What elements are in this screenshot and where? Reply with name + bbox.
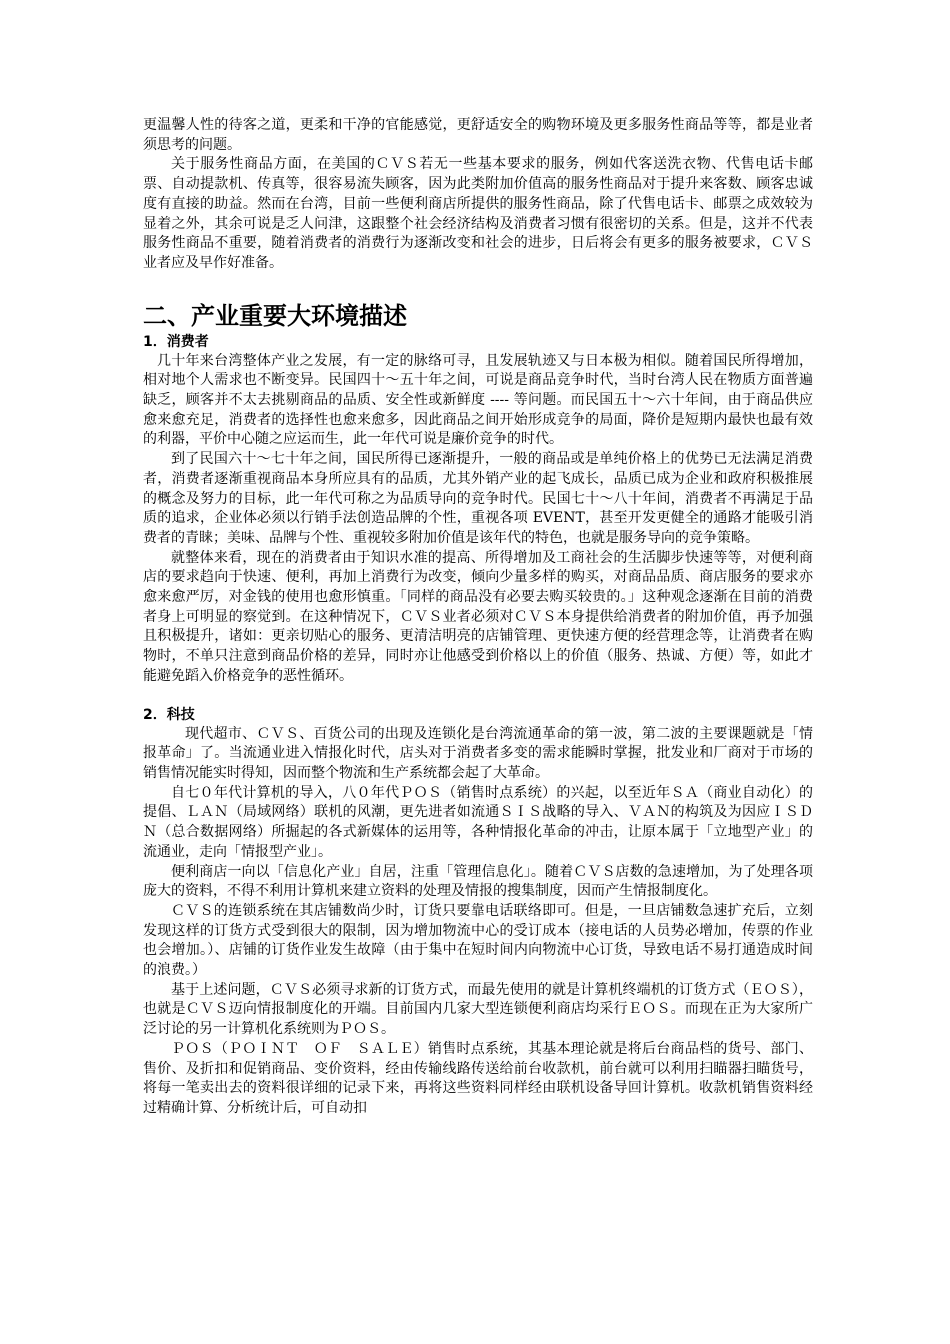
section-title: 二、产业重要大环境描述	[143, 301, 407, 330]
paragraph-tech-3: 便利商店一向以「信息化产业」自居，注重「管理信息化」。随着ＣＶＳ店数的急速增加，为了处理各项庞大的资料，不得不利用计算机来建立资料的处理及情报的搜集制度，因而产生情报制度化。	[143, 863, 813, 900]
document-page	[143, 116, 813, 1119]
subheading-consumer: 1．消费者	[143, 333, 209, 350]
paragraph-consumer-2: 到了民国六十～七十年之间，国民所得已逐渐提升，一般的商品或是单纯价格上的优势已无法满足消费者，消费者逐渐重视商品本身所应具有的品质，尤其外销产业的起飞成长，品质已成为企业和政府积极推展的概念及努力的目标，此一年代可称之为品质导向的竞争时代。民国七十～八十年间，消费者不再满足于品质的追求，企业体必须以行销手法创造品牌的个性，重视各项 EVENT，甚至开发更健全的通路才能吸引消费者的青睐；美味、品牌与个性、重视较多附加价值是该年代的特色，也就是服务导向的竞争策略。	[143, 451, 813, 546]
paragraph-tech-4: ＣＶＳ的连锁系统在其店铺数尚少时，订货只要靠电话联络即可。但是，一旦店铺数急速扩充后，立刻发现这样的订货方式受到很大的限制，因为增加物流中心的受订成本（接电话的人员势必增加，传票的作业也会增加。）、店铺的订货作业发生故障（由于集中在短时间内向物流中心订货，导致电话不易打通造成时间的浪费。）	[143, 902, 813, 979]
paragraph-tech-1: 现代超市、ＣＶＳ、百货公司的出现及连锁化是台湾流通革命的第一波，第二波的主要课题就是「情报革命」了。当流通业进入情报化时代，店头对于消费者多变的需求能瞬时掌握，批发业和厂商对于市场的销售情况能实时得知，因而整个物流和生产系统都会起了大革命。	[143, 725, 813, 781]
paragraph-tech-2: 自七０年代计算机的导入，八０年代ＰＯＳ（销售时点系统）的兴起，以至近年ＳＡ（商业自动化）的提倡、ＬＡＮ（局域网络）联机的风潮，更先进者如流通ＳＩＳ战略的导入、ＶＡＮ的构筑及为因应ＩＳＤＮ（总合数据网络）所掘起的各式新媒体的运用等，各种情报化革命的冲击，让原本属于「立地型产业」的流通业，走向「情报型产业」。	[143, 784, 813, 860]
subheading-technology: 2．科技	[143, 706, 195, 723]
paragraph-tech-6: ＰＯＳ（ＰＯＩＮＴ ＯＦ ＳＡＬＥ）销售时点系统，其基本理论就是将后台商品档的货号、部门、售价、及折扣和促销商品、变价资料，经由传输线路传送给前台收款机，前台就可以利用扫瞄器扫瞄货号，将每一笔卖出去的资料很详细的记录下来，再将这些资料同样经由联机设备导回计算机。收款机销售资料经过精确计算、分析统计后，可自动扣	[143, 1040, 813, 1116]
paragraph-tech-5: 基于上述问题，ＣＶＳ必须寻求新的订货方式，而最先使用的就是计算机终端机的订货方式（ＥＯＳ），也就是ＣＶＳ迈向情报制度化的开端。目前国内几家大型连锁便利商店均采行ＥＯＳ。而现在正为大家所广泛讨论的另一计算机化系统则为ＰＯＳ。	[143, 981, 813, 1038]
paragraph-consumer-3: 就整体来看，现在的消费者由于知识水准的提高、所得增加及工商社会的生活脚步快速等等，对便利商店的要求趋向于快速、便利，再加上消费行为改变，倾向少量多样的购买，对商品品质、商店服务的要求亦愈来愈严厉，对金钱的使用也愈形慎重。「同样的商品没有必要去购买较贵的。」这种观念逐渐在目前的消费者身上可明显的察觉到。在这种情况下，ＣＶＳ业者必须对ＣＶＳ本身提供给消费者的附加价值，再予加强且积极提升，诸如：更亲切贴心的服务、更清洁明亮的店铺管理、更快速方便的经营理念等，让消费者在购物时，不单只注意到商品价格的差异，同时亦让他感受到价格以上的价值（服务、热诚、方便）等，如此才能避免蹈入价格竞争的恶性循环。	[143, 549, 813, 684]
paragraph-service-intro: 更温馨人性的待客之道，更柔和干净的官能感觉，更舒适安全的购物环境及更多服务性商品等等，都是业者须思考的问题。	[143, 117, 813, 153]
paragraph-service-goods: 关于服务性商品方面，在美国的ＣＶＳ若无一些基本要求的服务，例如代客送洗衣物、代售电话卡邮票、自动提款机、传真等，很容易流失顾客，因为此类附加价值高的服务性商品对于提升来客数、顾客忠诚度有直接的助益。然而在台湾，目前一些便利商店所提供的服务性商品，除了代售电话卡、邮票之成效较为显着之外，其余可说是乏人问津，这跟整个社会经济结构及消费者习惯有很密切的关系。但是，这并不代表服务性商品不重要，随着消费者的消费行为逐渐改变和社会的进步，日后将会有更多的服务被要求，ＣＶＳ业者应及早作好准备。	[143, 156, 813, 271]
paragraph-consumer-1: 几十年来台湾整体产业之发展，有一定的脉络可寻，且发展轨迹又与日本极为相似。随着国民所得增加，相对地个人需求也不断变异。民国四十～五十年之间，可说是商品竞争时代，当时台湾人民在物质方面普遍缺乏，顾客并不太去挑剔商品的品质、安全性或新鲜度 ---- 等问题。而民国五十～六十年间，由于商品供应愈来愈充足，消费者的选择性也愈来愈多，因此商品之间开始形成竞争的局面，降价是短期内最快也最有效的利器，平价中心随之应运而生，此一年代可说是廉价竞争的时代。	[143, 352, 813, 448]
